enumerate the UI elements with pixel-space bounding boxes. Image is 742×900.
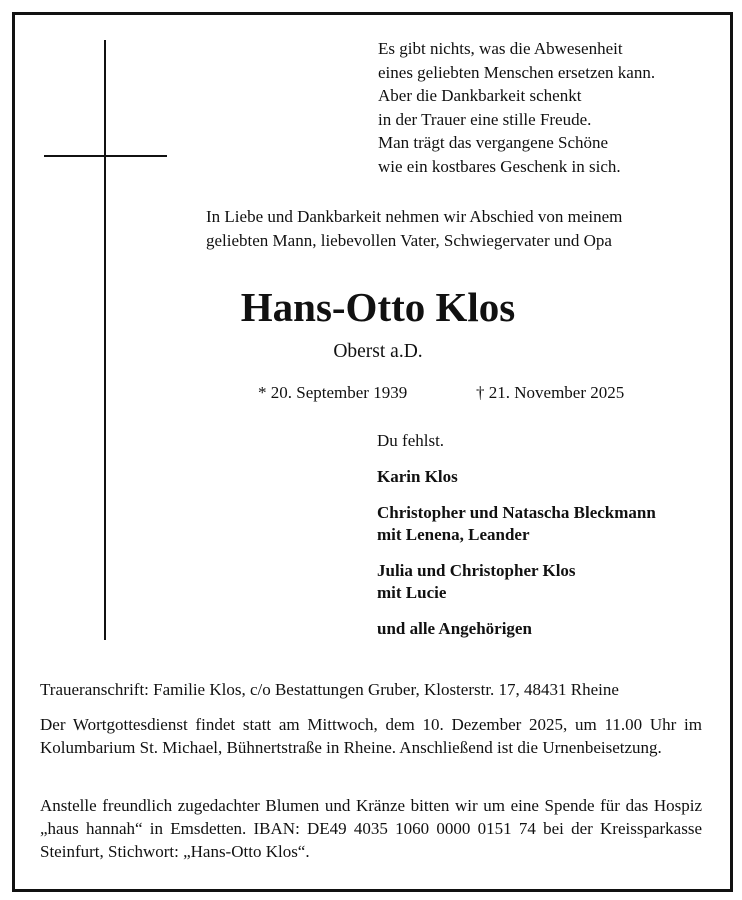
poem-line: eines geliebten Menschen ersetzen kann. — [378, 62, 656, 82]
poem-line: Es gibt nichts, was die Abwesenheit — [378, 39, 623, 58]
poem-line: Man trägt das vergangene Schöne — [378, 133, 609, 153]
deceased-name: Hans-Otto Klos — [240, 284, 516, 330]
death-date: † 21. November 2025 — [476, 383, 625, 402]
cross-icon-horizontal — [44, 155, 167, 157]
farewell-text: Du fehlst. — [377, 431, 445, 450]
mourner-line: Karin Klos — [377, 467, 458, 486]
mourning-address: Traueranschrift: Familie Klos, c/o Bestattungen Gruber, Klosterstr. 17, 48431 Rheine — [40, 680, 619, 699]
intro-text — [206, 205, 622, 253]
mourner-line: mit Lucie — [377, 583, 447, 602]
mourner-line: und alle Angehörigen — [377, 618, 532, 638]
poem — [378, 37, 655, 179]
poem-line: in der Trauer eine stille Freude. — [378, 109, 592, 129]
poem-line: Aber die Dankbarkeit schenkt — [378, 86, 582, 106]
intro-line: In Liebe und Dankbarkeit nehmen wir Abschied von meinem — [206, 207, 623, 226]
cross-icon-vertical — [104, 40, 106, 640]
mourner-entry — [377, 618, 656, 641]
mourner-entry — [377, 502, 656, 547]
mourner-line: mit Lenena, Leander — [377, 525, 530, 544]
donation-info: Anstelle freundlich zugedachter Blumen und Kränze bitten wir um eine Spende für das Hospiz „haus hannah“ in Emsdetten. IBAN: DE49 4035 1060 0000 0151 74 bei der Kreissparkasse Steinfurt, Stichwort: „Hans-Otto Klos“. — [40, 796, 702, 861]
birth-date: * 20. September 1939 — [258, 383, 408, 402]
mourner-entry — [377, 466, 656, 489]
mourners-list — [377, 466, 656, 653]
intro-line: geliebten Mann, liebevollen Vater, Schwiegervater und Opa — [206, 231, 612, 250]
poem-line: wie ein kostbares Geschenk in sich. — [378, 156, 621, 176]
mourner-line: Julia und Christopher Klos — [377, 560, 576, 580]
mourner-entry — [377, 560, 656, 605]
mourner-line: Christopher und Natascha Bleckmann — [377, 502, 656, 522]
deceased-rank: Oberst a.D. — [333, 341, 423, 362]
service-info: Der Wortgottesdienst findet statt am Mittwoch, dem 10. Dezember 2025, um 11.00 Uhr im Kolumbarium St. Michael, Bühnertstraße in Rheine. Anschließend ist die Urnenbeisetzung. — [40, 715, 702, 757]
